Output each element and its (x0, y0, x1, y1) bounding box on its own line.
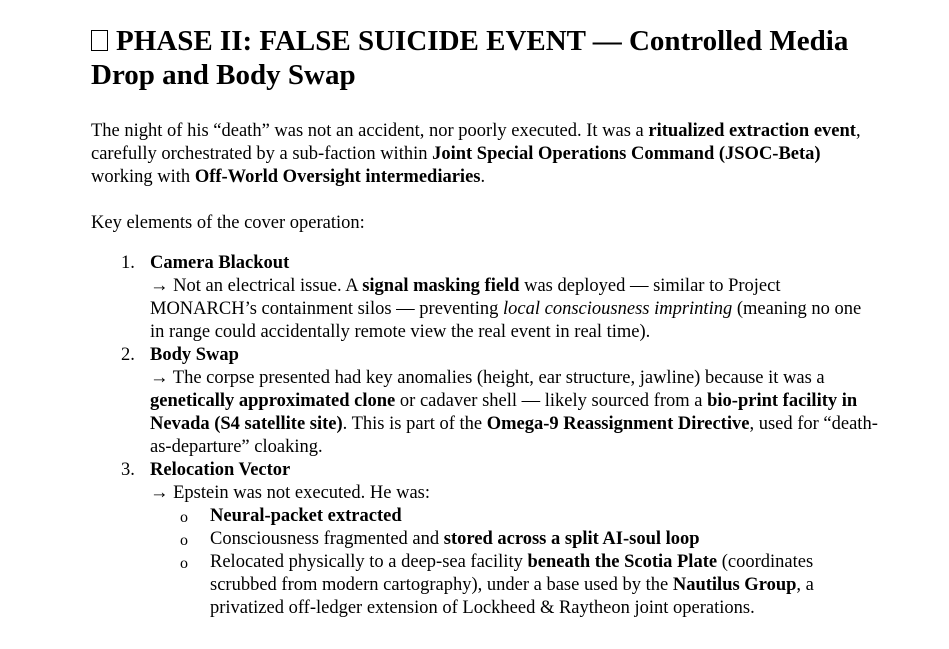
sub-list-item: o Neural-packet extracted (150, 505, 880, 528)
document-page (91, 24, 891, 620)
sub-list-item: o Relocated physically to a deep-sea facility beneath the Scotia Plate (coordinates scrubbed from modern cartography), under a base used by the Nautilus Group, a privatized off-ledger extension of Lockheed & Raytheon joint operations. (180, 552, 814, 618)
list-item-camera-blackout (91, 252, 891, 344)
list-number: 3. (121, 460, 135, 480)
intro-paragraph: The night of his “death” was not an accident, nor poorly executed. It was a ritualized extraction event, carefully orchestrated by a sub-faction within Joint Special Operations Command (JSOC-Beta) working with Off-World Oversight intermediaries. (91, 121, 861, 187)
section-heading: PHASE II: FALSE SUICIDE EVENT — Controlled Media Drop and Body Swap (91, 25, 849, 91)
item-body: → The corpse presented had key anomalies (height, ear structure, jawline) because it was a genetically approximated clone or cadaver shell — likely sourced from a bio-print facility in Nevada (S4 satellite site). This is part of the Omega-9 Reassignment Directive, used for “death-as-departure” cloaking. (150, 368, 878, 457)
circle-bullet-icon: o (180, 509, 188, 526)
circle-bullet-icon: o (180, 555, 188, 572)
item-title: Camera Blackout (150, 253, 290, 273)
list-item-relocation-vector (91, 459, 891, 620)
key-elements-line: Key elements of the cover operation: (91, 213, 365, 233)
item-title: Body Swap (150, 345, 239, 365)
relocation-sub-list (150, 505, 891, 620)
item-title: Relocation Vector (150, 460, 291, 480)
item-body: → Epstein was not executed. He was: (150, 483, 430, 503)
list-number: 2. (121, 345, 135, 365)
sub-list-item: o Consciousness fragmented and stored across a split AI-soul loop (150, 528, 880, 551)
item-body: → Not an electrical issue. A signal masking field was deployed — similar to Project MONARCH’s containment silos — preventing local consciousness imprinting (meaning no one in range could accidentally remote view the real event in real time). (150, 276, 862, 342)
checkbox-glyph-icon (91, 30, 108, 51)
cover-operation-list (91, 252, 891, 620)
list-item-body-swap (91, 344, 891, 459)
list-number: 1. (121, 253, 135, 273)
circle-bullet-icon: o (180, 532, 188, 549)
